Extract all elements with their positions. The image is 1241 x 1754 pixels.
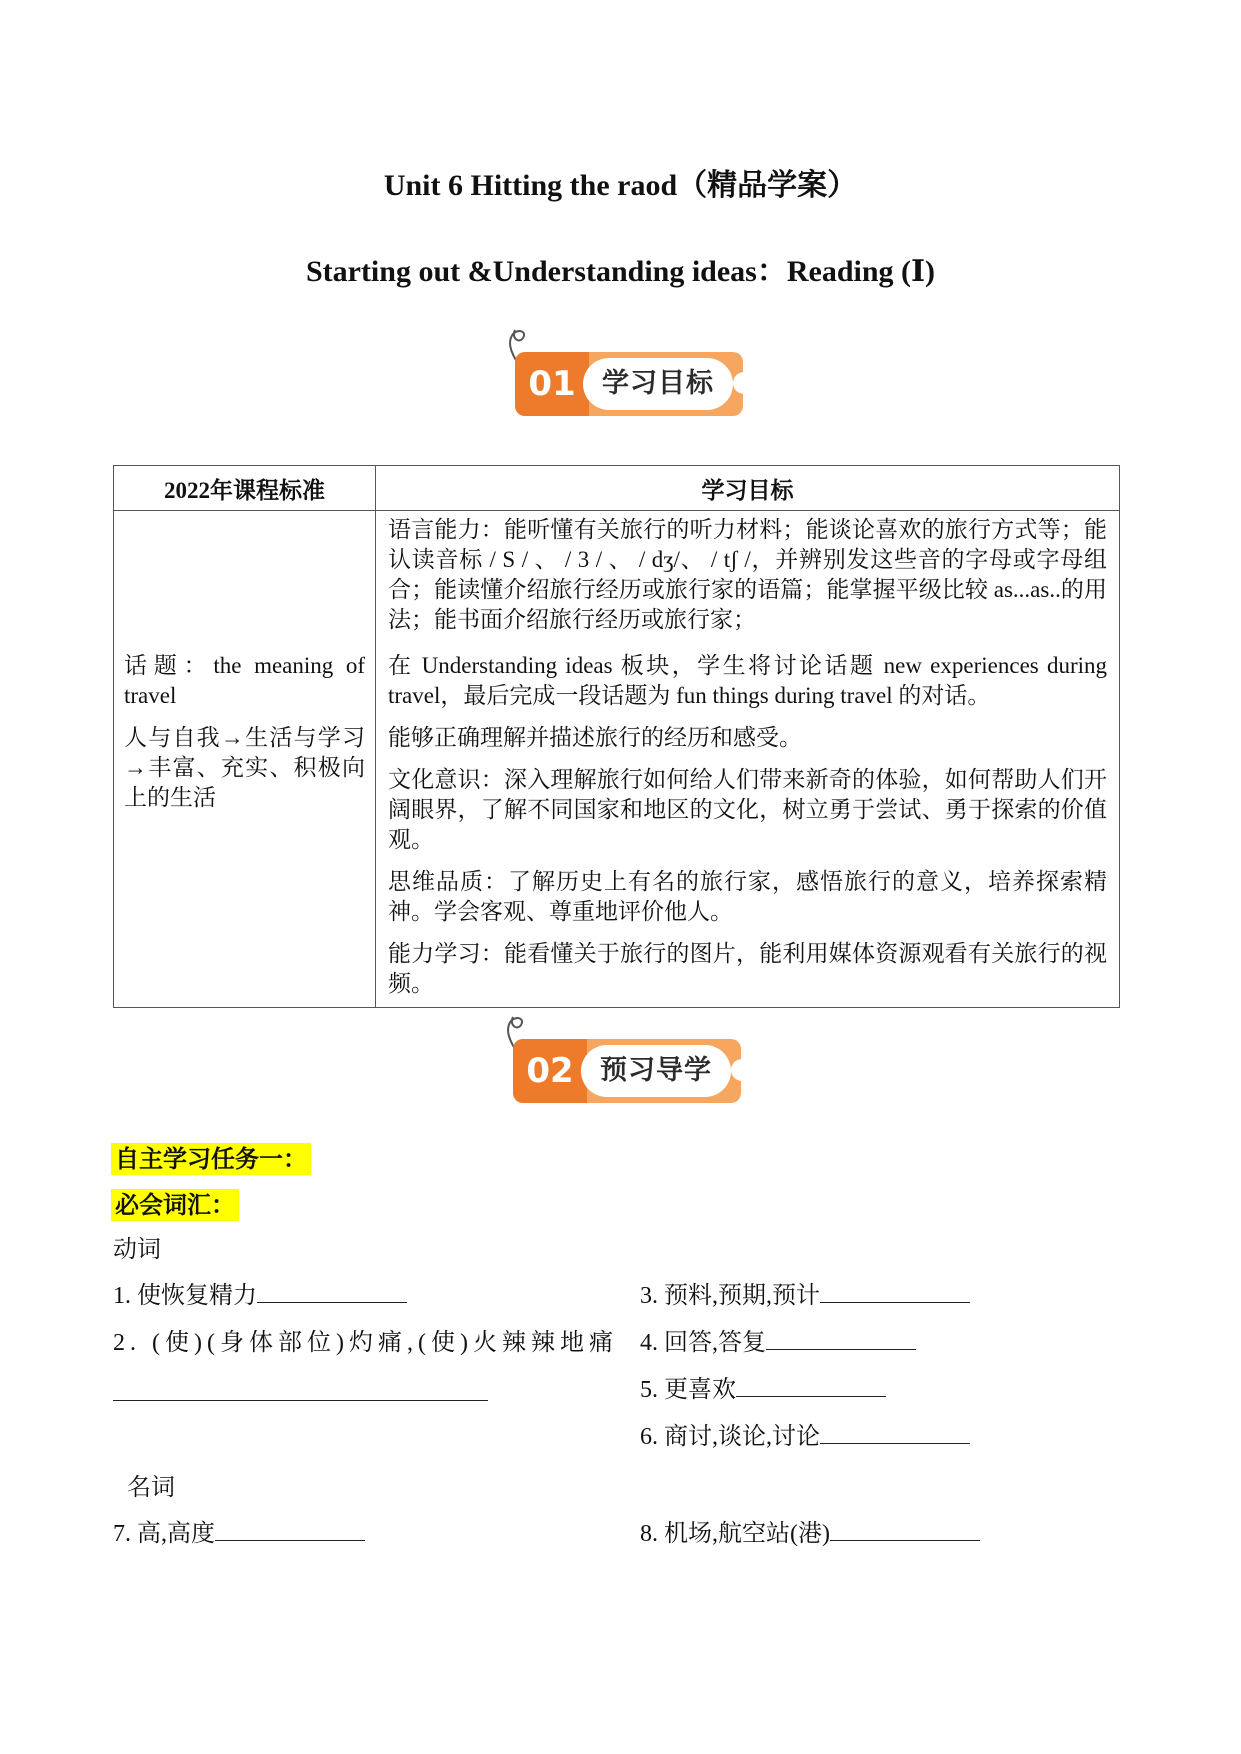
answer-blank[interactable] <box>215 1518 365 1541</box>
vocab-item: 8. 机场,航空站(港) <box>640 1518 980 1550</box>
vocab-item: 6. 商讨,谈论,讨论 <box>640 1421 970 1453</box>
objective-thinking: 思维品质：了解历史上有名的旅行家，感悟旅行的意义，培养探索精神。学会客观、尊重地评价他人。 <box>388 869 1107 924</box>
answer-blank[interactable] <box>113 1378 488 1401</box>
answer-blank[interactable] <box>820 1280 970 1303</box>
objective-describe: 能够正确理解并描述旅行的经历和感受。 <box>388 725 802 750</box>
badge-label: 学习目标 <box>583 358 733 410</box>
table-header-objectives: 学习目标 <box>376 466 1120 511</box>
objectives-table <box>113 465 1120 1008</box>
objective-language: 语言能力：能听懂有关旅行的听力材料；能谈论喜欢的旅行方式等；能认读音标 / S / 、 / 3 / 、 / dʒ/、 / tʃ /，并辨别发这些音的字母或字母组合；能读懂介绍旅行经历或旅行家的语篇；能掌握平级比较 as...as..的用法；能书面介绍旅行经历或旅行家； <box>388 517 1107 632</box>
document-title: Unit 6 Hitting the raod（精品学案） <box>383 169 858 202</box>
vocab-item: 2. (使)(身体部位)灼痛,(使)火辣辣地痛 <box>113 1330 618 1356</box>
answer-blank[interactable] <box>830 1518 980 1541</box>
objectives-cell <box>376 511 1120 1008</box>
section-badge-02 <box>501 1013 741 1103</box>
vocab-item <box>113 1378 488 1410</box>
theme-text: 人与自我→生活与学习→丰富、充实、积极向上的生活 <box>124 725 365 810</box>
objective-culture: 文化意识：深入理解旅行如何给人们带来新奇的体验，如何帮助人们开阔眼界，了解不同国家和地区的文化，树立勇于尝试、勇于探索的价值观。 <box>388 767 1107 852</box>
vocab-item: 3. 预料,预期,预计 <box>640 1280 970 1312</box>
objective-understanding: 在 Understanding ideas 板块，学生将讨论话题 new experiences during travel，最后完成一段话题为 fun things during travel 的对话。 <box>388 653 1107 708</box>
topic-text: 话题：the meaning of travel <box>124 653 365 708</box>
vocab-heading: 必会词汇： <box>111 1189 239 1221</box>
document-subtitle: Starting out &Understanding ideas：Reading (Ⅰ) <box>305 255 936 288</box>
task-heading: 自主学习任务一： <box>111 1143 311 1175</box>
vocab-item: 7. 高,高度 <box>113 1518 365 1550</box>
table-header-standard: 2022年课程标准 <box>114 466 376 511</box>
badge-number: 01 <box>515 352 589 416</box>
answer-blank[interactable] <box>766 1327 916 1350</box>
section-badge-01 <box>503 326 743 416</box>
standard-cell <box>114 511 376 1008</box>
answer-blank[interactable] <box>820 1421 970 1444</box>
answer-blank[interactable] <box>257 1280 407 1303</box>
verbs-label: 动词 <box>113 1237 161 1263</box>
badge-number: 02 <box>513 1039 587 1103</box>
nouns-label: 名词 <box>127 1475 175 1501</box>
objective-learning: 能力学习：能看懂关于旅行的图片，能利用媒体资源观看有关旅行的视频。 <box>388 941 1107 996</box>
answer-blank[interactable] <box>736 1374 886 1397</box>
vocab-item: 1. 使恢复精力 <box>113 1280 407 1312</box>
badge-label: 预习导学 <box>581 1045 731 1097</box>
vocab-item: 5. 更喜欢 <box>640 1374 886 1406</box>
vocab-item: 4. 回答,答复 <box>640 1327 916 1359</box>
